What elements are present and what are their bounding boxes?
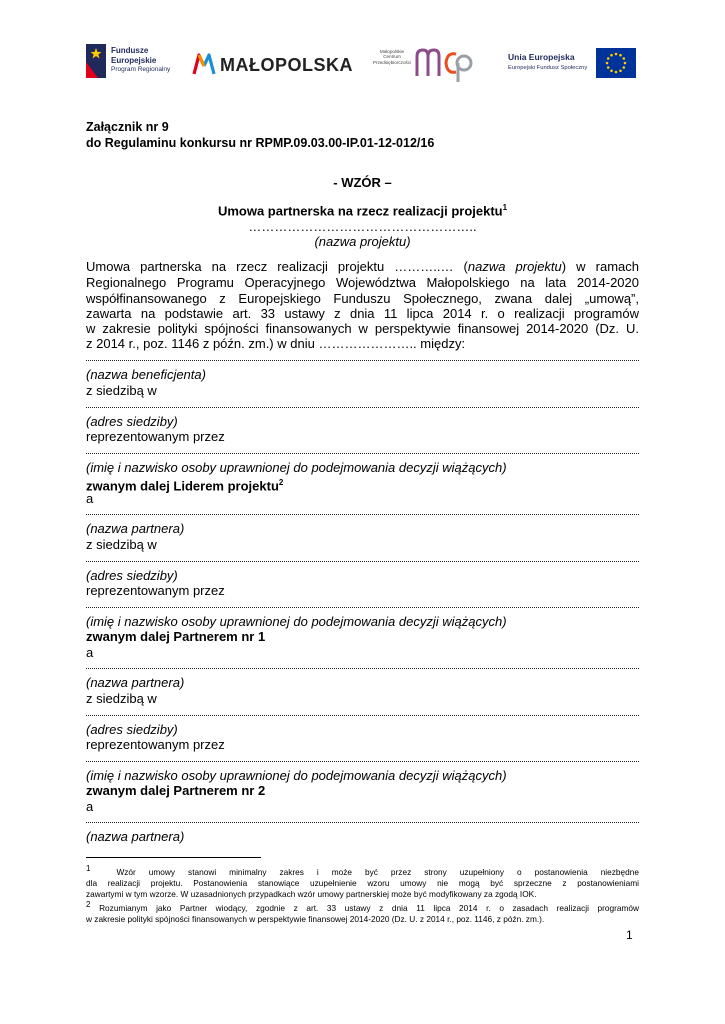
malopolska-m-icon <box>192 52 216 76</box>
ue-subtitle: Europejski Fundusz Społeczny <box>508 65 588 71</box>
unia-europejska-logo <box>500 48 640 80</box>
seat-label: z siedzibą w <box>86 383 157 398</box>
footnote-ref-1[interactable]: 1 <box>502 203 508 212</box>
page-number: 1 <box>626 928 633 942</box>
partner1-label: zwanym dalej Partnerem nr 1 <box>86 629 266 644</box>
footnote-1 <box>86 863 639 900</box>
fill-line-representative <box>86 449 639 454</box>
malopolska-logo <box>192 52 353 78</box>
intro-line-5: w zakresie polityki spójności finansowanych w perspektywie finansowej 2014-2020 (Dz. U. <box>86 321 639 336</box>
fe-line2: Europejskie <box>111 55 157 65</box>
attachment-regulation: do Regulaminu konkursu nr RPMP.09.03.00-IP.01-12-012/16 <box>86 136 435 150</box>
represented-by-label: reprezentowanym przez <box>86 429 225 444</box>
footnote-2-line-2: w zakresie polityki spójności finansowanych w perspektywie finansowej 2014-2020 (Dz. U. z 2014 r., poz. 1146, z późn. zm.). <box>86 913 545 924</box>
partner1-represented-by-label: reprezentowanym przez <box>86 583 225 598</box>
template-label: - WZÓR – <box>333 175 392 190</box>
footnote-separator <box>86 857 261 858</box>
intro-line-1b: ) w ramach <box>561 259 639 274</box>
intro-line-6: z 2014 r., poz. 1146 z późn. zm.) w dniu ………………….. między: <box>86 336 466 351</box>
malopolska-wordmark: MAŁOPOLSKA <box>220 55 353 75</box>
eu-flag-icon <box>596 48 636 78</box>
partner2-label: zwanym dalej Partnerem nr 2 <box>86 783 266 798</box>
fundusze-europejskie-logo <box>84 42 176 82</box>
partner1-name-label: (nazwa partnera) <box>86 521 185 536</box>
project-name-dots: …………………………………………….. <box>248 219 477 234</box>
fill-line-partner2-seat <box>86 711 639 716</box>
leader-label <box>86 474 283 494</box>
document-title <box>86 203 639 218</box>
fe-flag-icon <box>84 42 108 80</box>
ue-title: Unia Europejska <box>508 52 575 62</box>
and-1: a <box>86 491 94 506</box>
intro-project-name: nazwa projektu <box>467 259 562 274</box>
partner2-seat-label: z siedzibą w <box>86 691 157 706</box>
footnote-1-line-3: zawartymi w tym wzorze. W uzasadnionych przypadkach wzór umowy partnerskiej może być modyfikowany za zgodą IOK. <box>86 888 537 899</box>
and-2: a <box>86 645 94 660</box>
project-name-placeholder: (nazwa projektu) <box>314 234 411 249</box>
attachment-number: Załącznik nr 9 <box>86 120 169 134</box>
fill-line-partner3 <box>86 818 639 823</box>
mcp-line2: Centrum <box>383 54 401 60</box>
partner1-seat-address-label: (adres siedziby) <box>86 568 178 583</box>
fill-line-partner1 <box>86 510 639 515</box>
and-3: a <box>86 799 94 814</box>
partner2-authorized-person-label: (imię i nazwisko osoby uprawnionej do podejmowania decyzji wiążących) <box>86 768 507 783</box>
intro-line-3: współfinansowanego z Europejskiego Funduszu Społecznego, zwana dalej „umową”, <box>86 291 639 306</box>
intro-line-1 <box>86 258 639 275</box>
footnote-2-line-1 <box>86 899 639 914</box>
partner1-authorized-person-label: (imię i nazwisko osoby uprawnionej do podejmowania decyzji wiążących) <box>86 614 507 629</box>
seat-address-label: (adres siedziby) <box>86 414 178 429</box>
intro-line-1a: Umowa partnerska na rzecz realizacji projektu ………..… ( <box>86 259 468 274</box>
fe-line3: Program Regionalny <box>111 66 171 73</box>
fill-line-partner1-seat <box>86 557 639 562</box>
footnote-ref-2[interactable]: 2 <box>278 478 284 487</box>
document-title-text: Umowa partnerska na rzecz realizacji projektu <box>217 203 503 219</box>
mcp-logo <box>370 44 476 84</box>
partner2-name-label: (nazwa partnera) <box>86 675 185 690</box>
mcp-mark-icon <box>414 44 474 84</box>
fill-line-partner2-representative <box>86 757 639 762</box>
footnote-1-number: 1 <box>86 864 91 873</box>
intro-line-2: Regionalnego Programu Operacyjnego Województwa Małopolskiego na lata 2014-2020 <box>86 275 639 290</box>
fill-line-beneficiary <box>86 356 639 361</box>
intro-line-4: zawarta na podstawie art. 33 ustawy z dnia 11 lipca 2014 r. o realizacji programów <box>86 306 639 321</box>
footnote-2-text-1: Rozumianym jako Partner wiodący, zgodnie z art. 33 ustawy z dnia 11 lipca 2014 r. o zasadach realizacji programów <box>99 902 640 913</box>
partner1-seat-label: z siedzibą w <box>86 537 157 552</box>
partner3-name-label: (nazwa partnera) <box>86 829 185 844</box>
authorized-person-label: (imię i nazwisko osoby uprawnionej do podejmowania decyzji wiążących) <box>86 460 507 475</box>
fill-line-partner2 <box>86 664 639 669</box>
mcp-line3: Przedsiębiorczości <box>372 59 412 65</box>
footnote-1-line-2: dla realizacji projektu. Postanowienia stanowiące uzupełnienie wzoru umowy nie mogą być sprzeczne z postanowieniami <box>86 877 639 888</box>
partner2-represented-by-label: reprezentowanym przez <box>86 737 225 752</box>
beneficiary-name-label: (nazwa beneficjenta) <box>86 367 206 382</box>
mcp-line1: Małopolskie <box>379 49 405 54</box>
fe-line1: Fundusze <box>111 46 149 55</box>
footnote-2 <box>86 899 639 925</box>
leader-label-text: zwanym dalej Liderem projektu <box>86 478 279 494</box>
footnote-2-number: 2 <box>86 900 91 909</box>
footnote-1-text-1: Wzór umowy stanowi minimalny zakres i może być przez strony uzupełniony o postanowienia niezbędne <box>116 866 639 877</box>
footnote-1-line-1 <box>86 863 639 878</box>
fill-line-seat <box>86 403 639 408</box>
fill-line-partner1-representative <box>86 603 639 608</box>
partner2-seat-address-label: (adres siedziby) <box>86 722 178 737</box>
